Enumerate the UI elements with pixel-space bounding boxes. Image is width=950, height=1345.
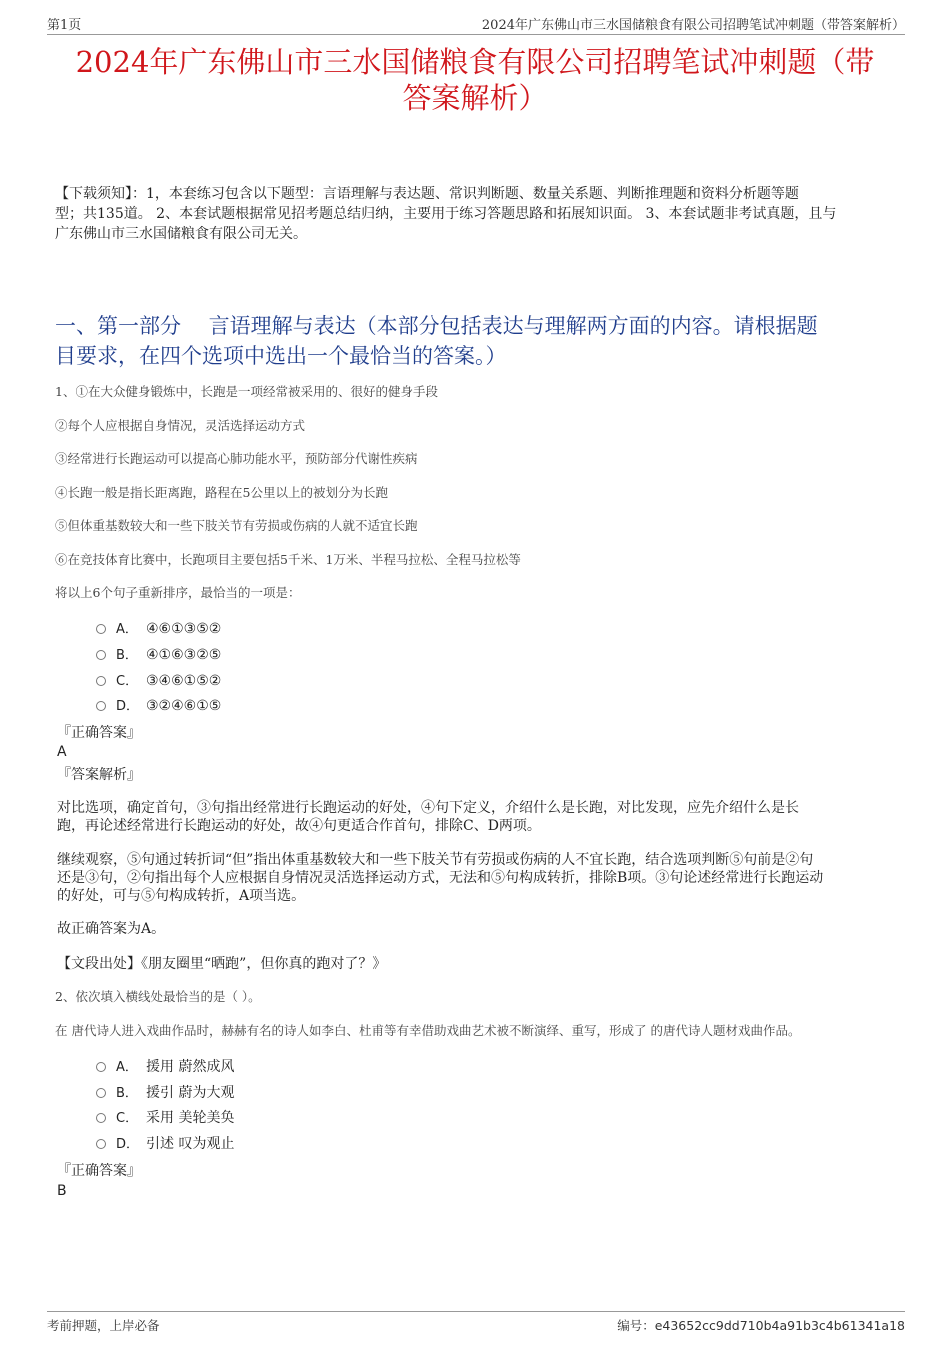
section-heading-line-1: 一、第一部分 言语理解与表达（本部分包括表达与理解两方面的内容。请根据题 xyxy=(55,314,818,338)
q1-analysis-paragraph-1: 对比选项，确定首句，③句指出经常进行长跑运动的好处，④句下定义，介绍什么是长跑，对比发现，应先介绍什么是长 跑，再论述经常进行长跑运动的好处，故④句更适合作首句，排除C、D两项。 xyxy=(57,800,799,834)
notice-line-3: 广东佛山市三水国储粮食有限公司无关。 xyxy=(55,226,307,242)
radio-icon[interactable] xyxy=(96,624,106,634)
q1-option-b[interactable]: B． ④①⑥③②⑤ xyxy=(96,646,221,665)
q1-sentence-4: ④长跑一般是指长距离跑，路程在5公里以上的被划分为长跑 xyxy=(55,485,388,500)
q1-conclusion: 故正确答案为A。 xyxy=(57,921,166,937)
footer-serial: 编号：e43652cc9dd710b4a91b3c4b61341a18 xyxy=(617,1318,905,1333)
section-heading-line-2: 目要求，在四个选项中选出一个最恰当的答案。） xyxy=(55,344,507,368)
q1-sentence-3: ③经常进行长跑运动可以提高心肺功能水平，预防部分代谢性疾病 xyxy=(55,451,418,466)
q2-option-a[interactable]: A． 援用 蔚然成风 xyxy=(96,1058,234,1077)
q2-passage: 在 唐代诗人进入戏曲作品时，赫赫有名的诗人如李白、杜甫等有幸借助戏曲艺术被不断演绎、重写，形成了 的唐代诗人题材戏曲作品。 xyxy=(55,1023,801,1038)
radio-icon[interactable] xyxy=(96,650,106,660)
q1-option-a[interactable]: A． ④⑥①③⑤② xyxy=(96,620,221,639)
q2-option-d[interactable]: D． 引述 叹为观止 xyxy=(96,1135,234,1154)
q1-analysis-label: 『答案解析』 xyxy=(57,767,141,783)
q1-sentence-6: ⑥在竞技体育比赛中，长跑项目主要包括5千米、1万米、半程马拉松、全程马拉松等 xyxy=(55,552,521,567)
q2-answer: B xyxy=(57,1183,67,1199)
download-notice xyxy=(55,184,898,244)
header-doc-title: 2024年广东佛山市三水国储粮食有限公司招聘笔试冲刺题（带答案解析） xyxy=(481,18,905,33)
page-number: 第1页 xyxy=(47,18,82,33)
q2-answer-label: 『正确答案』 xyxy=(57,1163,141,1179)
q2-option-c[interactable]: C． 采用 美轮美奂 xyxy=(96,1109,234,1128)
footer-slogan: 考前押题，上岸必备 xyxy=(47,1318,160,1333)
q1-sentence-1: 1、①在大众健身锻炼中，长跑是一项经常被采用的、很好的健身手段 xyxy=(55,384,438,399)
notice-line-2: 型；共135道。 2、本套试题根据常见招考题总结归纳，主要用于练习答题思路和拓展知识面。 3、本套试题非考试真题，且与 xyxy=(55,206,837,222)
q1-source: 【文段出处】《朋友圈里“晒跑”，但你真的跑对了？》 xyxy=(57,956,387,972)
page-footer xyxy=(47,1311,905,1336)
q1-analysis-paragraph-2: 继续观察，⑤句通过转折词“但”指出体重基数较大和一些下肢关节有劳损或伤病的人不宜长跑，结合选项判断⑤句前是②句 还是③句，②句指出每个人应根据自身情况灵活选择运动方式，无法和⑤句构成转折，排除B项。③句论述经常进行长跑运动 的好处，可与⑤句构成转折，A项当选。 xyxy=(57,852,824,904)
q1-answer-label: 『正确答案』 xyxy=(57,725,141,741)
section-heading xyxy=(55,311,900,371)
radio-icon[interactable] xyxy=(96,676,106,686)
title-line-1: 2024年广东佛山市三水国储粮食有限公司招聘笔试冲刺题（带 xyxy=(75,45,875,79)
q1-option-c[interactable]: C． ③④⑥①⑤② xyxy=(96,672,221,691)
notice-line-1: 【下载须知】：1，本套练习包含以下题型：言语理解与表达题、常识判断题、数量关系题、判断推理题和资料分析题等题 xyxy=(55,186,799,202)
q1-option-d[interactable]: D． ③②④⑥①⑤ xyxy=(96,697,221,716)
radio-icon[interactable] xyxy=(96,1088,106,1098)
q1-sentence-5: ⑤但体重基数较大和一些下肢关节有劳损或伤病的人就不适宜长跑 xyxy=(55,518,418,533)
radio-icon[interactable] xyxy=(96,1113,106,1123)
q1-answer: A xyxy=(57,744,67,760)
q2-stem: 2、依次填入横线处最恰当的是（ ）。 xyxy=(55,989,261,1004)
q2-option-b[interactable]: B． 援引 蔚为大观 xyxy=(96,1084,234,1103)
radio-icon[interactable] xyxy=(96,1062,106,1072)
title-line-2: 答案解析） xyxy=(402,81,548,115)
radio-icon[interactable] xyxy=(96,701,106,711)
document-title xyxy=(45,44,905,116)
page-header xyxy=(47,12,905,35)
radio-icon[interactable] xyxy=(96,1139,106,1149)
q1-prompt: 将以上6个句子重新排序，最恰当的一项是： xyxy=(55,585,301,600)
q1-sentence-2: ②每个人应根据自身情况，灵活选择运动方式 xyxy=(55,418,306,433)
